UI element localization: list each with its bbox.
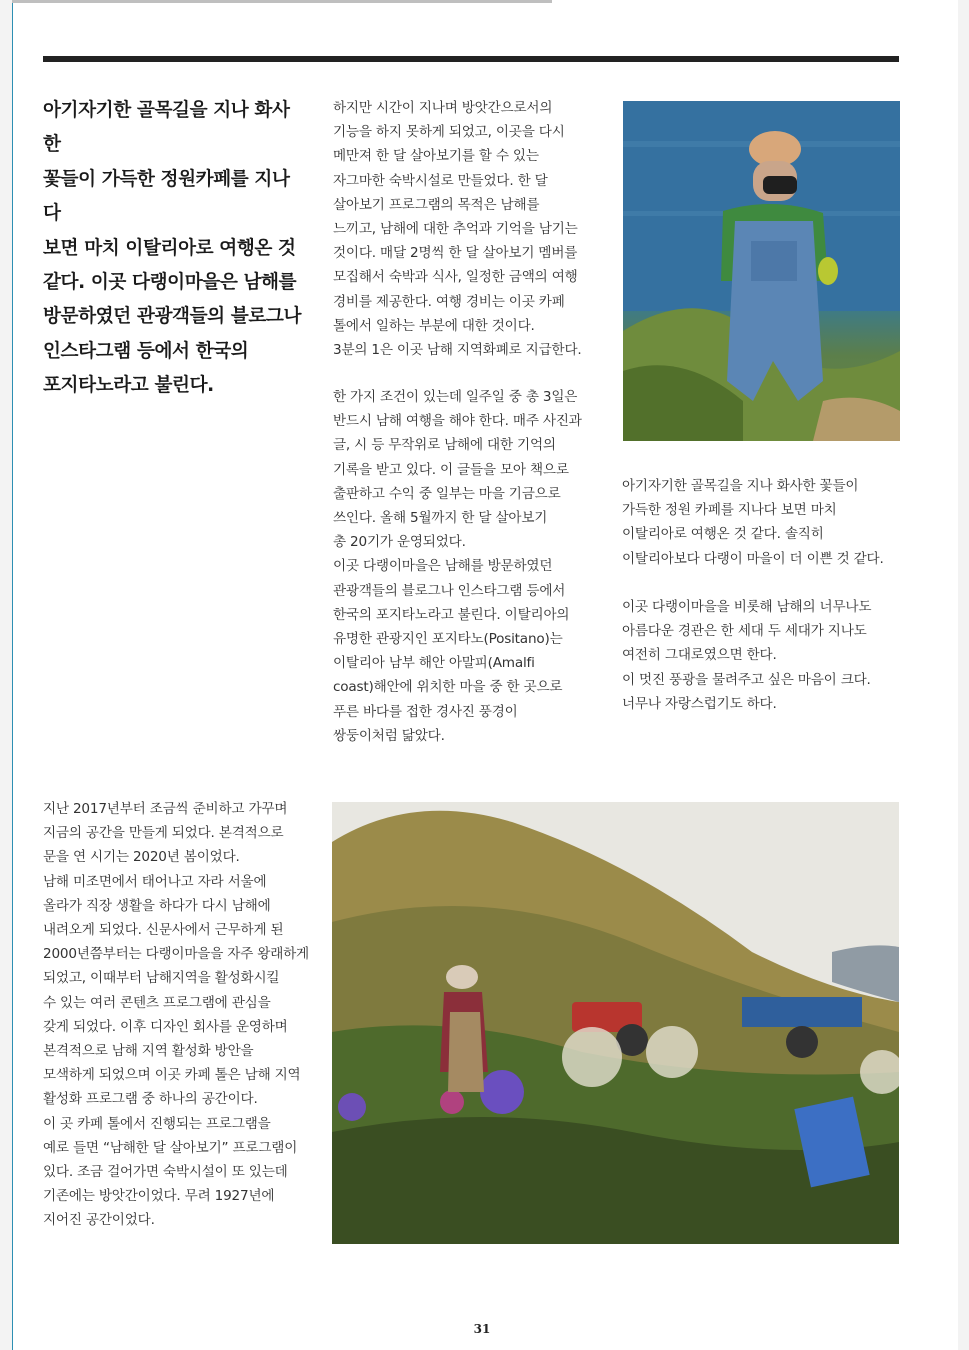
column3-paragraph-1: 아기자기한 골목길을 지나 화사한 꽃들이 가득한 정원 카페를 지나다 보면 마치 이탈리아로 여행온 것 같다. 솔직히 이탈리아보다 다랭이 마을이 더 이쁜 것 같다. bbox=[622, 478, 884, 567]
photo-woman-by-sea bbox=[623, 101, 900, 441]
column3-paragraph-2: 이곳 다랭이마을을 비롯해 남해의 너무나도 아름다운 경관은 한 세대 두 세대가 지나도 여전히 그대로였으면 한다. 이 멋진 풍광을 물려주고 싶은 마음이 크다. 너무나 자랑스럽기도 하다. bbox=[622, 599, 872, 712]
top-edge-strip bbox=[12, 0, 552, 3]
bottom-left-paragraph: 지난 2017년부터 조금씩 준비하고 가꾸며 지금의 공간을 만들게 되었다. 본격적으로 문을 연 시기는 2020년 봄이었다. 남해 미조면에서 태어나고 자라 서울에 올라가 직장 생활을 하다가 다시 남해에 내려오게 되었다. 신문사에서 근무하게 된 2000년쯤부터는 다랭이마을을 자주 왕래하게 되었고, 이때부터 남해지역을 활성화시킬 수 있는 여러 콘텐츠 프로그램에 관심을 갖게 되었다. 이후 디자인 회사를 운영하며 본격적으로 남해 지역 활성화 방안을 모색하게 되었으며 이곳 카페 톨은 남해 지역 활성화 프로그램 중 하나의 공간이다. 이 곳 카페 톨에서 진행되는 프로그램을 예로 들면 “남해한 달 살아보기” 프로그램이 있다. 조금 걸어가면 숙박시설이 또 있는데 기존에는 방앗간이었다. 무려 1927년에 지어진 공간이었다. bbox=[43, 801, 309, 1229]
page-number: 31 bbox=[473, 1322, 491, 1336]
lead-paragraph: 아기자기한 골목길을 지나 화사한 꽃들이 가득한 정원카페를 지나다 보면 마치 이탈리아로 여행온 것 같다. 이곳 다랭이마을은 남해를 방문하였던 관광객들의 블로그나 인스타그램 등에서 한국의 포지타노라고 불린다. bbox=[43, 100, 302, 397]
photo-garden-with-farmer bbox=[332, 802, 899, 1244]
header-rule bbox=[43, 56, 899, 62]
column2-paragraph-2: 한 가지 조건이 있는데 일주일 중 총 3일은 반드시 남해 여행을 해야 한다. 매주 사진과 글, 시 등 무작위로 남해에 대한 기억의 기록을 받고 있다. 이 글들을 모아 책으로 출판하고 수익 중 일부는 마을 기금으로 쓰인다. 올해 5월까지 한 달 살아보기 총 20기가 운영되었다. 이곳 다랭이마을은 남해를 방문하였던 관광객들의 블로그나 인스타그램 등에서 한국의 포지타노라고 불린다. 이탈리아의 유명한 관광지인 포지타노(Positano)는 이탈리아 남부 해안 아말피(Amalfi coast)해안에 위치한 마을 중 한 곳으로 푸른 바다를 접한 경사진 풍경이 쌍둥이처럼 닮았다. bbox=[333, 389, 582, 744]
column2-paragraph-1: 하지만 시간이 지나며 방앗간으로서의 기능을 하지 못하게 되었고, 이곳을 다시 메만져 한 달 살아보기를 할 수 있는 자그마한 숙박시설로 만들었다. 한 달 살아보기 프로그램의 목적은 남해를 느끼고, 남해에 대한 추억과 기억을 남기는 것이다. 매달 2명씩 한 달 살아보기 멤버를 모집해서 숙박과 식사, 일정한 금액의 여행 경비를 제공한다. 여행 경비는 이곳 카페 톨에서 일하는 부분에 대한 것이다. 3분의 1은 이곳 남해 지역화폐로 지급한다. bbox=[333, 100, 582, 359]
